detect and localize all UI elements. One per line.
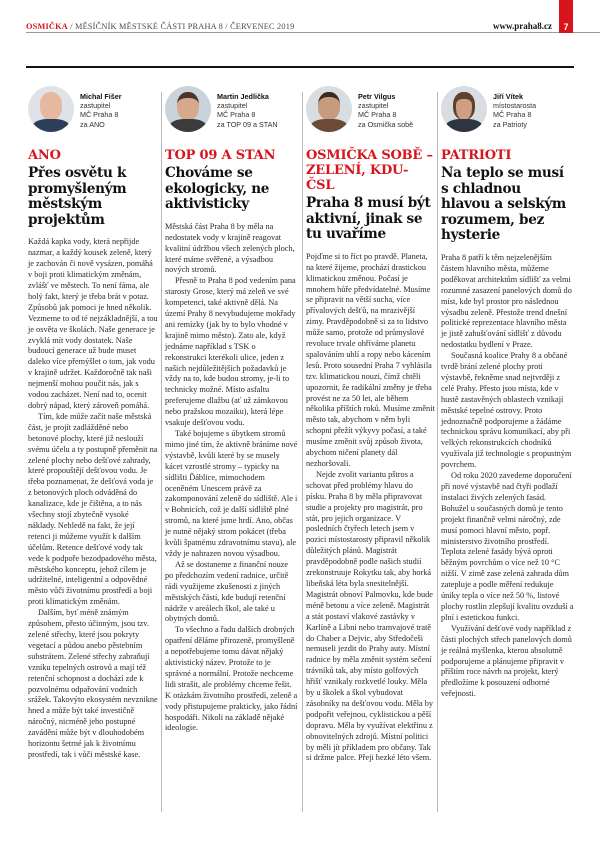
author-role: zastupitel — [217, 101, 248, 111]
publication-line — [26, 22, 294, 31]
paragraph: Tím, kde může začít naše městská část, je projít zadlážděné nebo betonové plochy, které již neslouží svému účelu a ty postupně přeměnit na zelené plochy nebo dešťové zahrady, které propouštějí dešťovou vodu. Je třeba poznamenat, že dešťová voda je z betonových ploch odváděná do kanalizace, kde je čištěna, a to nás všechny stojí zbytečně vysoké náklady. Nehledě na fakt, že její retenci ji můžeme využít k dalším účelům. Retence dešťové vody tak vede k podpoře bezodpadového města, městského konceptu, jehož cílem je udržitelné, inteligentní a odpovědné město vůči životnímu prostředí a boji proti klimatickým změnám. — [28, 411, 158, 607]
author-block — [441, 80, 574, 148]
author-role: zastupitel — [358, 101, 389, 111]
avatar — [441, 86, 487, 132]
author-district: MČ Praha 8 — [217, 110, 256, 120]
author-affiliation: za ANO — [80, 119, 105, 129]
party-label: OSMIČKA SOBĚ – ZELENÍ, KDU-ČSL — [306, 148, 433, 193]
author-block — [306, 80, 435, 148]
opinion-column-osmicka-sobe — [306, 80, 435, 840]
author-name: Petr Vilgus — [358, 92, 396, 101]
author-district: MČ Praha 8 — [358, 110, 397, 120]
avatar — [306, 86, 352, 132]
author-info — [80, 92, 122, 129]
author-info — [358, 92, 413, 129]
paragraph: Městská část Praha 8 by měla na nedostatek vody v krajině reagovat kvalitní údržbou všech zelených ploch, které máme svěřené, a výsadbou nových stromů. — [165, 221, 295, 275]
author-info — [217, 92, 278, 129]
author-district: MČ Praha 8 — [80, 110, 119, 120]
avatar — [28, 86, 74, 132]
author-block — [165, 80, 298, 148]
paragraph: Až se dostaneme z finanční nouze po předchozím vedení radnice, určitě rádi využijeme zkušenosti z jiných městských částí, kde budují retenční nádrže v areálech škol, ale také u obytných domů. — [165, 559, 289, 624]
article-headline: Na teplo se musí s chladnou hlavou a selským rozumem, bez hysterie — [441, 165, 566, 244]
page-number: 7 — [559, 0, 573, 33]
author-role: zastupitel — [80, 101, 111, 111]
paragraph: Od roku 2020 zavedeme doporučení při nové výstavbě nad čtyři podlaží instalaci živých zelených fasád. Bohužel u současných domů je tento projekt finančně velmi náročný, zde musí pomoci hlavní město, popř. ministerstvo životního prostředí. Teplota zelené fasády bývá oproti běžným povrchům o více než 10 °C nižší. V zimě zase zelená zahrada dům zatepluje a podle měření redukuje úniky tepla o více než 50 %, listové plochy rostlin zlepšují kvalitu ovzduší a plní i estetickou funkci. — [441, 471, 574, 622]
article-body — [165, 222, 298, 735]
party-label: ANO — [28, 148, 61, 163]
paragraph: Přesně to Praha 8 pod vedením pana starosty Grose, který má zeleň ve své kompetenci, také aktivně dělá. Na území Prahy 8 nevybudujeme mokřady ani remízky (jak by to bylo vhodné v krajině mimo město). Zato ale, když jednáme například s TSK o rekonstrukci kterékoli ulice, jeden z našich nejdůležitějších požadavků je vždy na to, kde budou stromy, je-li to technicky možné. Místo asfaltu preferujeme dlažbu (ať už zámkovou nebo pražskou mozaiku), která lépe vsakuje dešťovou vodu. — [165, 276, 296, 428]
author-name: Michal Fišer — [80, 92, 122, 101]
author-affiliation: za Patrioty — [493, 119, 527, 129]
article-body — [28, 237, 158, 761]
author-block — [28, 80, 158, 148]
header-rule — [26, 66, 574, 68]
party-label: PATRIOTI — [441, 148, 512, 163]
article-body — [306, 252, 435, 765]
column-divider — [161, 92, 162, 812]
article-body — [441, 253, 574, 700]
opinion-column-ano — [28, 80, 158, 840]
publication-subtitle: / MĚSÍČNÍK MĚSTSKÉ ČÁSTI PRAHA 8 / ČERVENEC 2019 — [67, 22, 295, 31]
column-divider — [437, 92, 438, 812]
author-name: Martin Jedlička — [217, 92, 269, 101]
article-headline: Přes osvětu k promyšleným městským projektům — [28, 165, 127, 228]
paragraph: Současná koalice Prahy 8 a občané tvrdě brání zelené plochy proti výstavbě, řekněme snad nejtvrději z celé Prahy. Přesto jsou místa, kde v hustě zastavěných oblastech vznikají městské tepelné ostrovy. Proto jednoznačně podporujeme a žádáme technickou správu komunikací, aby při velkých rekonstrukcích chodníků využívala již technologie s propustným povrchem. — [441, 351, 572, 470]
author-district: MČ Praha 8 — [493, 110, 532, 120]
website-link[interactable]: www.praha8.cz — [493, 21, 552, 31]
paragraph: Praha 8 patří k těm nejzelenějším částem hlavního města, můžeme poděkovat architektům sídlišť za velmi rozumné zasazení panelových domů do míst, kde byl prostor pro následnou výsadbu zeleně. Přestože trend dnešní politické reprezentace hlavního města je jistě zahušťování sídlišť z důvodu nedostatku bydlení v Praze. — [441, 252, 572, 350]
paragraph: Nejde zvolit variantu pštros a schovat před problémy hlavu do písku. Praha 8 by měla připravovat studie a projekty pro magistrát, pro stát, pro jejich organizace. V posledních čtyřech letech jsem v pozici místostarosty připravil několik důležitých plánů. Magistrát pravděpodobně podle našich studií zrekonstruuje Rokytku tak, aby horká libeňská léta byla snesitelnější. Magistrát obnoví Palmovku, kde bude méně betonu a více zeleně. Magistrát a stát postaví vlakové zastávky v Karlíně a Libni nebo tramvajové tratě do Chaber a Dejvic, aby Středočeši nemuseli jezdit do Prahy auty. Místní radnice by měla změnit systém sečení trávníků tak, aby místo golfových hřišť vznikaly rozkvetlé louky. Měla by u školek a škol vybudovat zásobníky na dešťovou vodu. Měla by podpořit veřejnou, cyklistickou a pěší dopravu. Měla by využívat elektřinu z obnovitelných zdrojů. Místní politici by měli jít příkladem pro občany. Tak si držme palce. Přeji hezké léto všem. — [306, 469, 434, 763]
author-affiliation: za Osmička sobě — [358, 119, 414, 129]
author-affiliation: za TOP 09 a STAN — [217, 119, 278, 129]
opinion-column-top09-stan — [165, 80, 298, 840]
article-headline: Praha 8 musí být aktivní, jinak se tu uvaříme — [306, 195, 431, 243]
page-header — [26, 0, 600, 33]
publication-brand: OSMIČKA — [26, 22, 68, 31]
party-label: TOP 09 A STAN — [165, 148, 276, 163]
paragraph: Pojďme si to říct po pravdě. Planeta, na které žijeme, prochází drastickou klimatickou změnou. Počasí je mnohem hůře předvídatelné. Musíme se připravit na větší sucha, více přívalových dešťů, na mrazivější zimy. Pravděpodobně si za to lidstvo může samo, protože od průmyslové revoluce trvale ohříváme planetu spalováním uhlí a ropy nebo kácením lesů. Proto sousední Praha 7 vyhlásila tzv. klimatickou nouzi, čímž chtěli upozornit, že radikální změny je třeba provést ne za 50 let, ale během několika příštích roků. Musíme změnit město tak, abychom v něm byli schopni přežít výkyvy počasí, a také musíme změnit svůj způsob života, abychom ničení planety dál nezhoršovali. — [306, 251, 435, 468]
paragraph: Využívání dešťové vody například z části plochých střech panelových domů je reálná myšlenka, kterou absolutně podporujeme a plánujeme připravit v příštím roce návrh na projekt, který předložíme k posouzení odborné veřejnosti. — [441, 623, 572, 699]
author-role: místostarosta — [493, 101, 537, 111]
paragraph: To všechno a řadu dalších drobných opatření děláme přirozeně, promyšleně a nepotřebujeme tomu dávat nějaký aktivistický název. Protože to je správné a normální. Protože nechceme lidi strašit, ale problémy chceme řešit. K otázkám životního prostředí, zeleně a vody přistupujeme prakticky, jako řádní hospodáři. Nikoli na základě nějaké ideologie. — [165, 625, 298, 733]
article-headline: Chováme se ekologicky, ne aktivisticky — [165, 165, 270, 213]
paragraph: Dalším, byť méně známým způsobem, přesto účinným, jsou tzv. zelené střechy, které jsou pokryty vegetací a půdou anebo pěstebním substrátem. Zelené střechy zabraňují vzniku tepelných ostrovů a mají též retenční schopnost a dochází zde k pozvolnému odpařování vodních srážek. Takovýto ekosystém nevznikne hned a může být také investičně náročný, nicméně jeho postupné zavádění může být v dlouhodobém horizontu šetrné jak k životnímu prostředí, tak i vůči městské kase. — [28, 608, 158, 759]
avatar — [165, 86, 211, 132]
author-info — [493, 92, 536, 129]
paragraph: Každá kapka vody, která nepřijde nazmar, a každý kousek zeleně, který je zachován či nově vysázen, pomáhá v boji proti klimatickým změnám, zvlášť ve městech. To není fáma, ale holý fakt, který je třeba brát v potaz. Způsobů jak pomoci je hned několik. Vezmeme to od té nejzákladnější, a tou je osvěta ve školách. Naše generace je zvyklá mít vody dostatek. Naše budoucí generace už bude muset daleko více přemýšlet o tom, jak vodu v krajině udržet. Každoročně tak naši nejmenší mohou poučit nás, jak s vodou zacházet. Není nad to, ocenit dobrý nápad, který zároveň pomáhá. — [28, 237, 158, 410]
author-name: Jiří Vítek — [493, 92, 523, 101]
opinion-column-patrioti — [441, 80, 574, 840]
paragraph: Také bojujeme s úbytkem stromů mimo jiné tím, že aktivně bráníme nové výstavbě, kvůli které by se musely kácet vzrostlé stromy – typicky na sídlišti Ďáblice, mimochodem oceněném Unescem právě za zakomponování zeleně do sídliště. Ale i v Bohnicích, což je další sídliště plné stromů, na které jsme hrdí. Ano, občas je nutné nějaký strom pokácet (třeba kvůli špatnému zdravotnímu stavu), ale vždy je nahrazen novou výsadbou. — [165, 429, 298, 558]
column-divider — [302, 92, 303, 812]
